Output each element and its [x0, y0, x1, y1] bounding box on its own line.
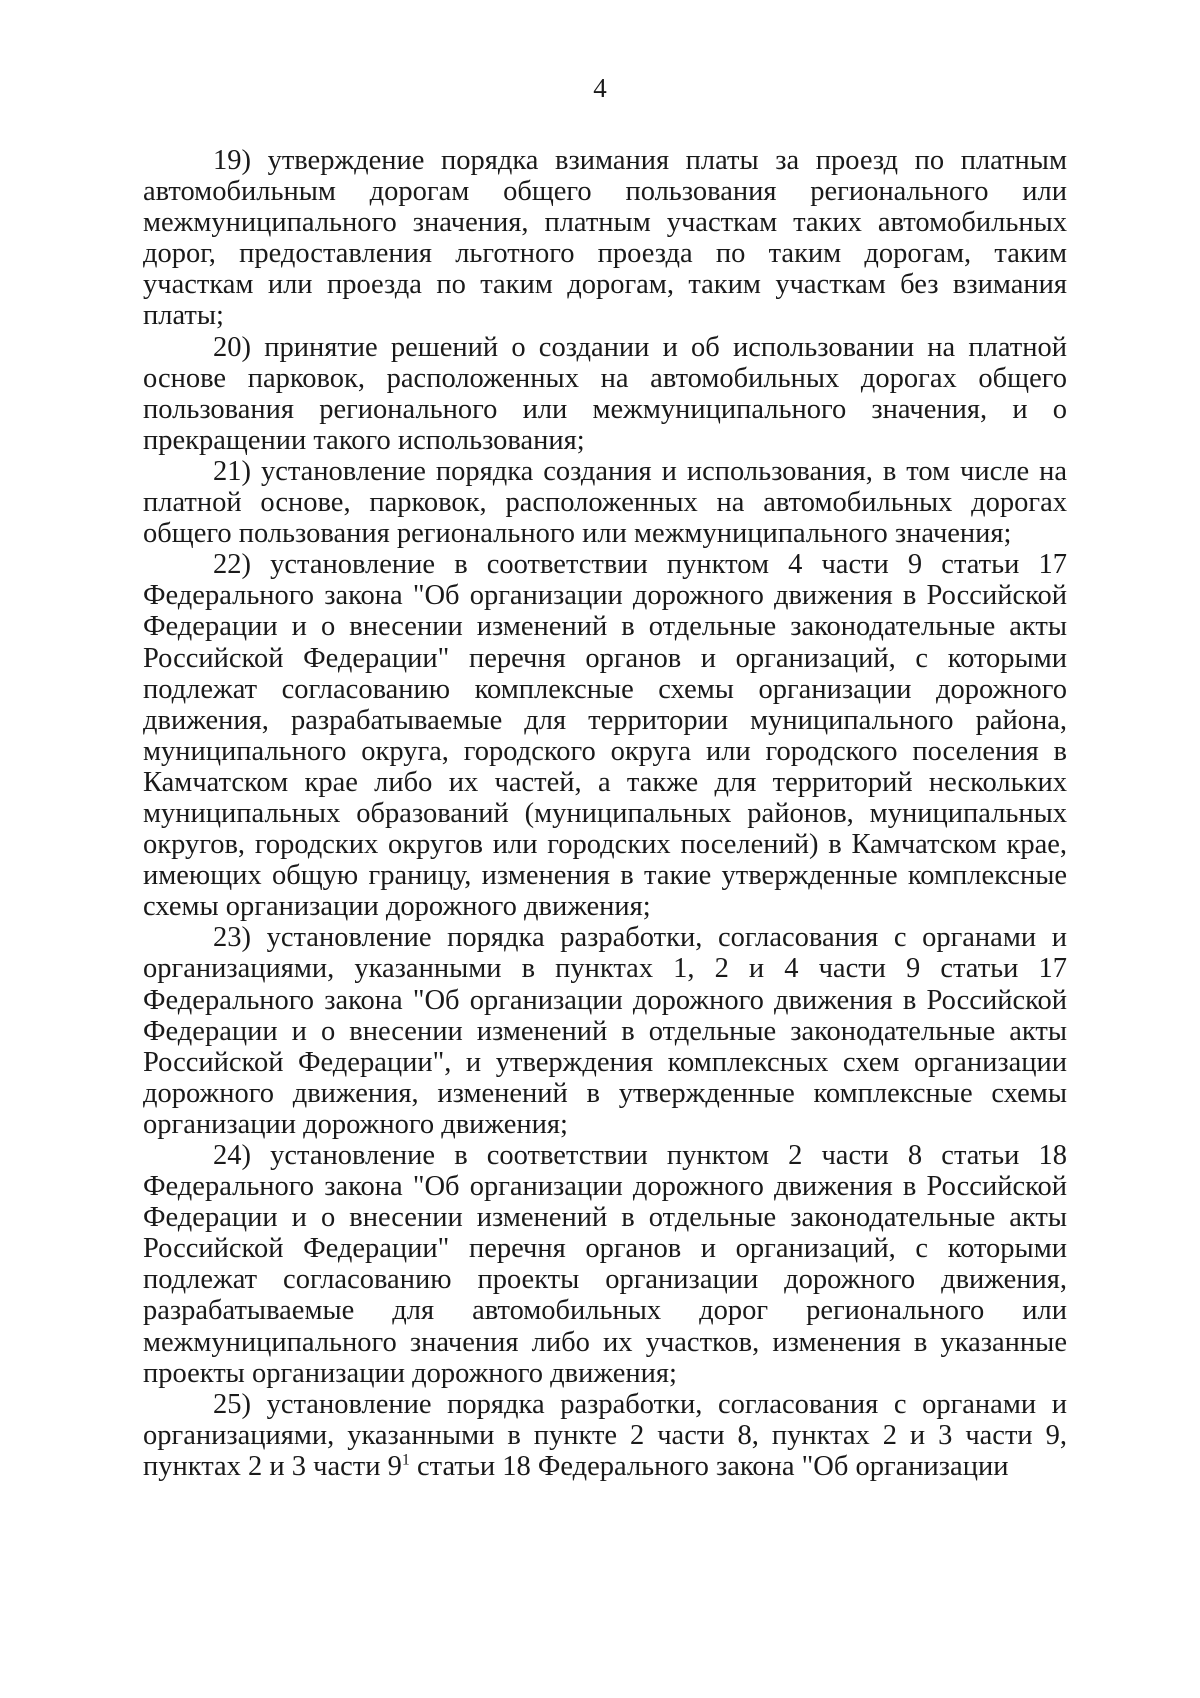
paragraph-22: 22) установление в соответствии пунктом 4 части 9 статьи 17 Федерального закона "Об организации дорожного движения в Российской Федерации и о внесении изменений в отдельные законодательные акты Российской Федерации" перечня органов и организаций, с которыми подлежат согласованию комплексные схемы организации дорожного движения, разрабатываемые для территории муниципального района, муниципального округа, городского округа или городского поселения в Камчатском крае либо их частей, а также для территорий нескольких муниципальных образований (муниципальных районов, муниципальных округов, городских округов или городских поселений) в Камчатском крае, имеющих общую границу, изменения в такие утвержденные комплексные схемы организации дорожного движения;: [143, 549, 1067, 923]
superscript-one: 1: [401, 1451, 410, 1469]
paragraph-25-text-start: 25) установление порядка разработки, согласования с органами и организациями, указанными в пункте 2 части 8, пунктах 2 и 3 части 9, пунктах 2 и 3 части 9: [143, 1388, 1067, 1482]
paragraph-24: 24) установление в соответствии пунктом 2 части 8 статьи 18 Федерального закона "Об организации дорожного движения в Российской Федерации и о внесении изменений в отдельные законодательные акты Российской Федерации" перечня органов и организаций, с которыми подлежат согласованию проекты организации дорожного движения, разрабатываемые для автомобильных дорог регионального или межмуниципального значения либо их участков, изменения в указанные проекты организации дорожного движения;: [143, 1140, 1067, 1389]
document-body: [143, 145, 1067, 1482]
paragraph-19: 19) утверждение порядка взимания платы за проезд по платным автомобильным дорогам общего пользования регионального или межмуниципального значения, платным участкам таких автомобильных дорог, предоставления льготного проезда по таким дорогам, таким участкам или проезда по таким дорогам, таким участкам без взимания платы;: [143, 145, 1067, 332]
paragraph-25-text-end: статьи 18 Федерального закона "Об организации: [409, 1450, 1009, 1482]
paragraph-25: [143, 1389, 1067, 1482]
paragraph-21: 21) установление порядка создания и использования, в том числе на платной основе, парковок, расположенных на автомобильных дорогах общего пользования регионального или межмуниципального значения;: [143, 455, 1067, 550]
paragraph-23: 23) установление порядка разработки, согласования с органами и организациями, указанными в пунктах 1, 2 и 4 части 9 статьи 17 Федерального закона "Об организации дорожного движения в Российской Федерации и о внесении изменений в отдельные законодательные акты Российской Федерации", и утверждения комплексных схем организации дорожного движения, изменений в утвержденные комплексные схемы организации дорожного движения;: [143, 922, 1067, 1140]
page-number: 4: [593, 73, 607, 103]
paragraph-20: 20) принятие решений о создании и об использовании на платной основе парковок, расположенных на автомобильных дорогах общего пользования регионального или межмуниципального значения, и о прекращении такого использования;: [143, 331, 1067, 456]
